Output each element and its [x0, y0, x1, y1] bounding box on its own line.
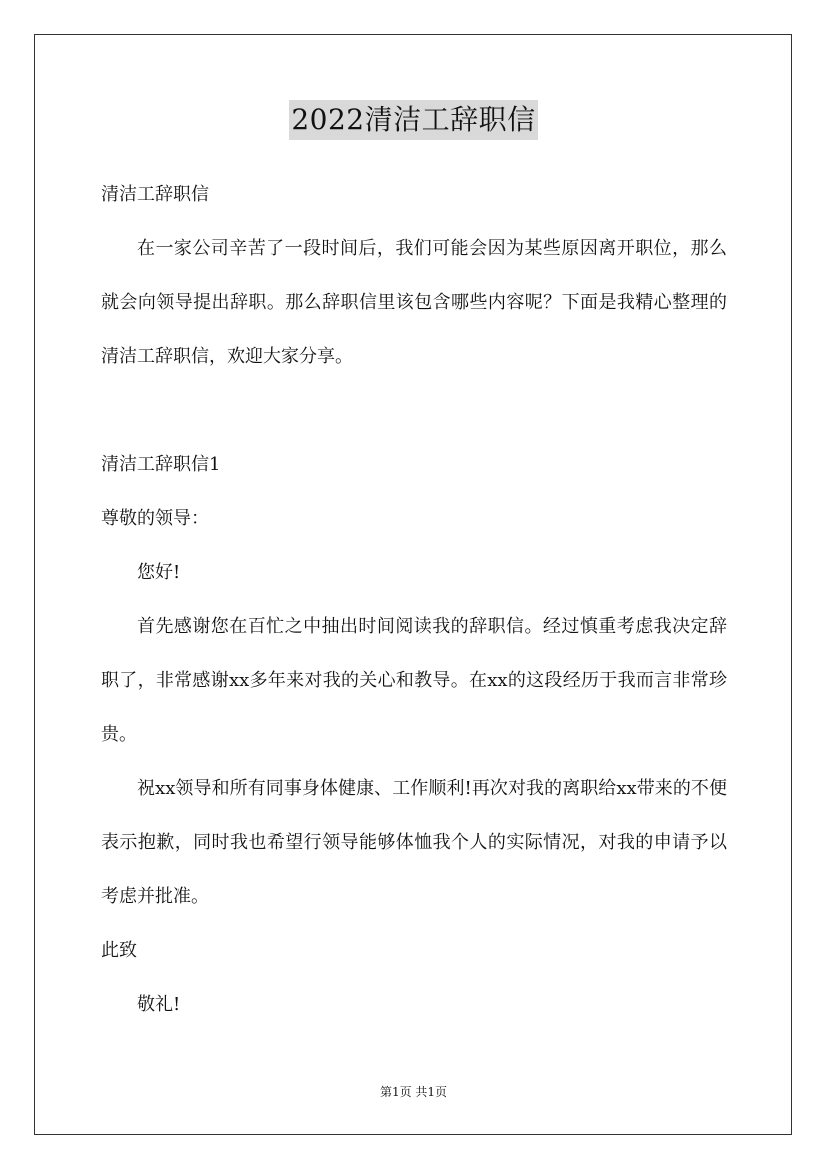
salutation: 尊敬的领导：	[101, 508, 209, 529]
intro-paragraph: 在一家公司辛苦了一段时间后，我们可能会因为某些原因离开职位，那么就会向领导提出辞职。那么辞职信里该包含哪些内容呢？下面是我精心整理的清洁工辞职信，欢迎大家分享。	[101, 238, 727, 367]
blank-line	[101, 384, 727, 438]
body-paragraph-2: 祝xx领导和所有同事身体健康、工作顺利!再次对我的离职给xx带来的不便表示抱歉，同时我也希望行领导能够体恤我个人的实际情况，对我的申请予以考虑并批准。	[101, 778, 727, 907]
body-paragraph-1: 首先感谢您在百忙之中抽出时间阅读我的辞职信。经过慎重考虑我决定辞职了，非常感谢xx多年来对我的关心和教导。在xx的这段经历于我而言非常珍贵。	[101, 616, 727, 745]
page-footer	[0, 1083, 827, 1101]
document-body	[101, 168, 727, 1032]
page-number: 第1页 共1页	[379, 1085, 448, 1099]
subtitle: 清洁工辞职信	[101, 184, 209, 205]
title-container	[0, 100, 827, 140]
regards: 敬礼!	[137, 994, 181, 1015]
document-title: 2022清洁工辞职信	[289, 100, 537, 140]
letter-heading: 清洁工辞职信1	[101, 454, 221, 475]
greeting: 您好!	[137, 562, 181, 583]
closing: 此致	[101, 940, 137, 961]
